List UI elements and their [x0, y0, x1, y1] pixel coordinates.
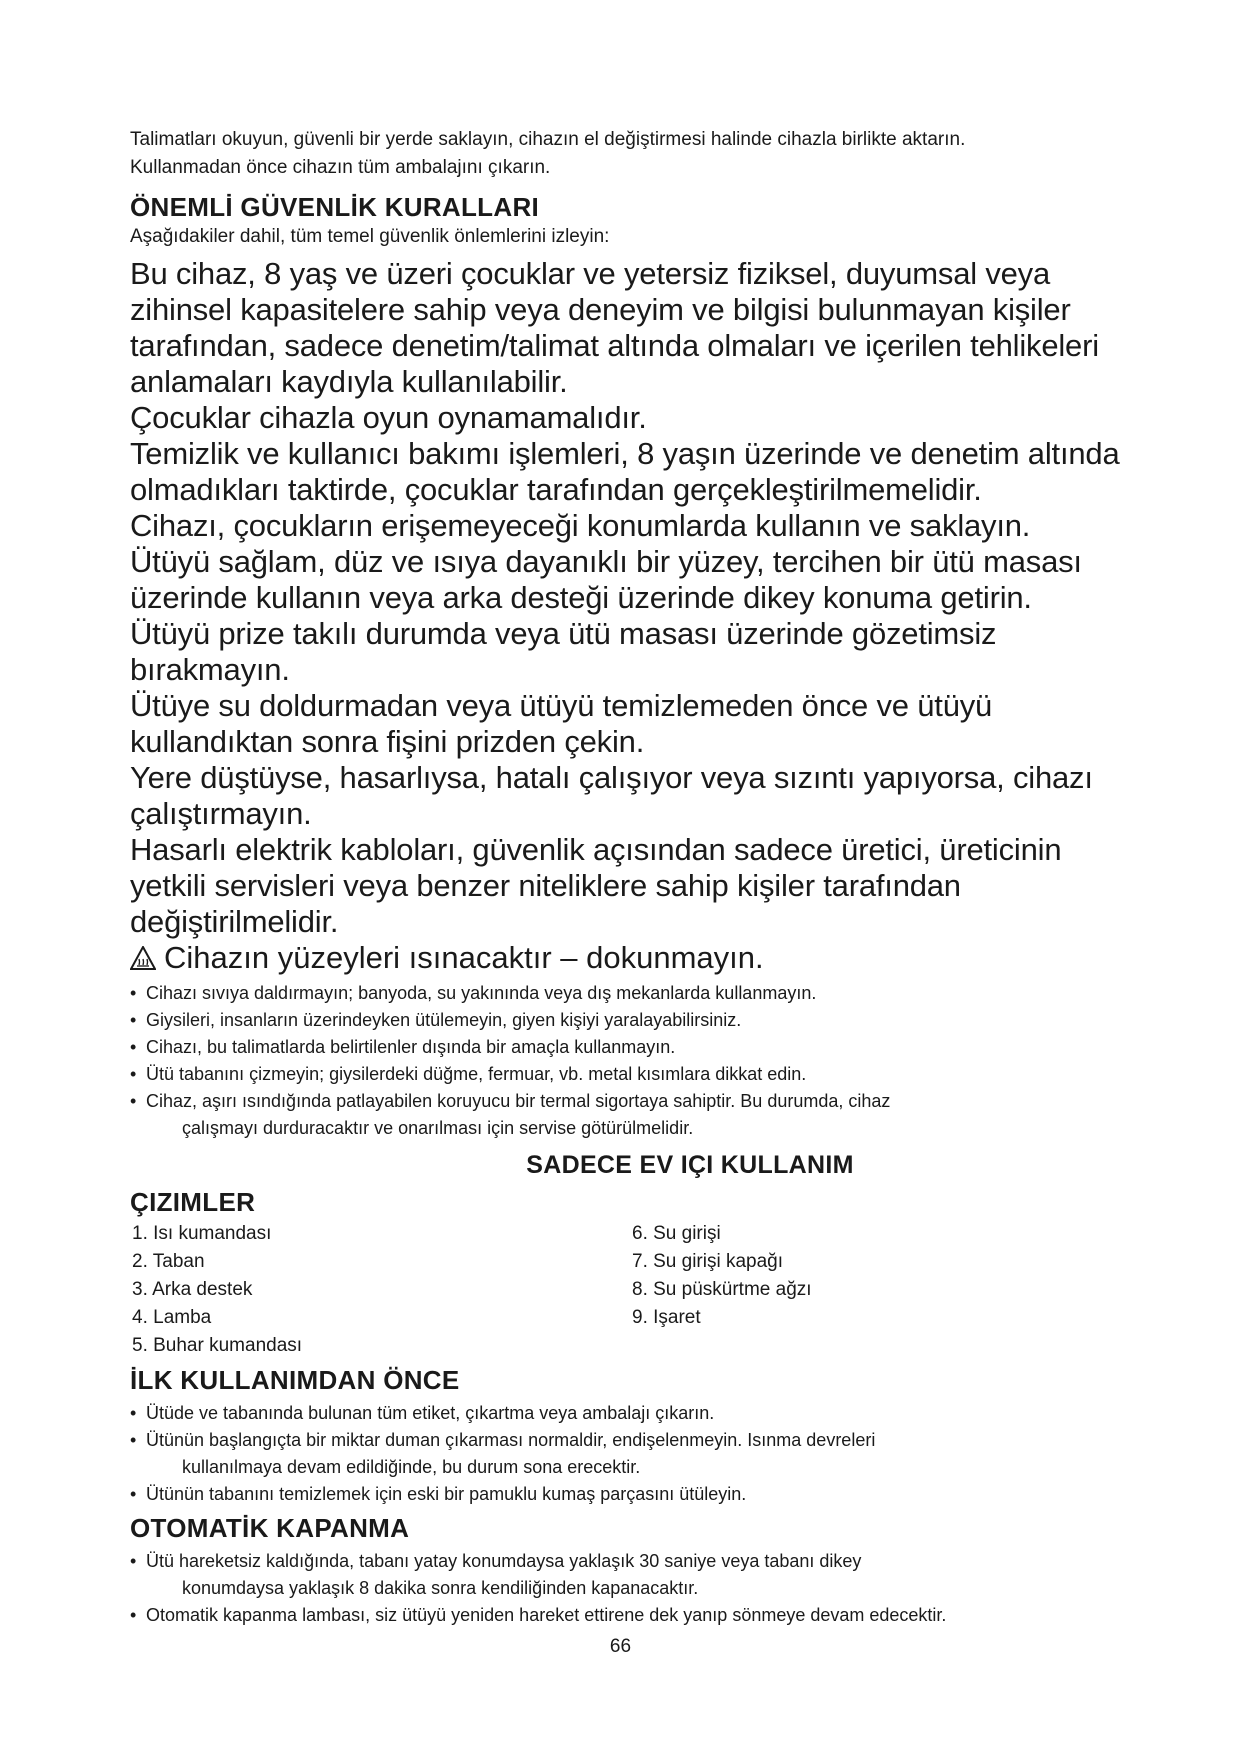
safety-bullet: • Ütü tabanını çizmeyin; giysilerdeki düğme, fermuar, vb. metal kısımlara dikkat edin.: [130, 1061, 1130, 1088]
drawings-list: [130, 1220, 1130, 1360]
drawings-column-left: [130, 1220, 630, 1360]
drawing-item: 5. Buhar kumandası: [132, 1335, 303, 1356]
drawing-item: 7. Su girişi kapağı: [632, 1251, 784, 1272]
first-use-bullet: • Ütünün tabanını temizlemek için eski bir pamuklu kumaş parçasını ütüleyin.: [130, 1481, 1130, 1508]
safety-rule: Temizlik ve kullanıcı bakımı işlemleri, 8 yaşın üzerinde ve denetim altında olmadıkları taktirde, çocuklar tarafından gerçekleştirilmemelidir.: [130, 436, 1120, 507]
safety-title: ÖNEMLİ GÜVENLİK KURALLARI: [130, 192, 540, 222]
safety-rule: Ütüyü prize takılı durumda veya ütü masası üzerinde gözetimsiz bırakmayın.: [130, 616, 997, 687]
fuse-bullet-line: çalışmayı durduracaktır ve onarılması için servise götürülmelidir.: [182, 1118, 694, 1138]
warning-text: Cihazın yüzeyleri ısınacaktır – dokunmayın.: [164, 940, 764, 975]
safety-rule: Çocuklar cihazla oyun oynamamalıdır.: [130, 400, 647, 435]
page-number: 66: [609, 1636, 632, 1657]
safety-subtitle: Aşağıdakiler dahil, tüm temel güvenlik önlemlerini izleyin:: [130, 226, 610, 247]
first-use-bullet-line: kullanılmaya devam edildiğinde, bu durum sona erecektir.: [182, 1457, 641, 1477]
first-use-bullets: [130, 1400, 1130, 1508]
page-content: [130, 126, 1130, 1629]
safety-rule: Bu cihaz, 8 yaş ve üzeri çocuklar ve yetersiz fiziksel, duyumsal veya zihinsel kapasitelere sahip veya deneyim ve bilgisi bulunmayan kişiler tarafından, sadece denetim/talimat altında olmaları ve içerilen tehlikeleri anlamaları kaydıyla kullanılabilir.: [130, 256, 1099, 399]
fuse-bullet-line: Cihaz, aşırı ısındığında patlayabilen koruyucu bir termal sigortaya sahiptir. Bu durumda, cihaz: [146, 1091, 891, 1111]
drawing-item: 4. Lamba: [132, 1307, 212, 1328]
auto-off-bullet: [130, 1548, 1130, 1602]
home-use-heading: SADECE EV IÇI KULLANIM: [526, 1151, 854, 1179]
drawing-item: 2. Taban: [132, 1251, 205, 1272]
safety-rule: Yere düştüyse, hasarlıysa, hatalı çalışıyor veya sızıntı yapıyorsa, cihazı çalıştırmayın.: [130, 760, 1093, 831]
first-use-bullet: [130, 1427, 1130, 1481]
auto-off-bullet-line: konumdaysa yaklaşık 8 dakika sonra kendiliğinden kapanacaktır.: [182, 1578, 699, 1598]
drawing-item: 8. Su püskürtme ağzı: [632, 1279, 812, 1300]
auto-off-bullet: • Otomatik kapanma lambası, siz ütüyü yeniden hareket ettirene dek yanıp sönmeye devam edecektir.: [130, 1602, 1130, 1629]
intro-line: Talimatları okuyun, güvenli bir yerde saklayın, cihazın el değiştirmesi halinde cihazla birlikte aktarın.: [130, 129, 966, 150]
auto-off-bullets: [130, 1548, 1130, 1629]
first-use-title: İLK KULLANIMDAN ÖNCE: [130, 1365, 460, 1395]
auto-off-title: OTOMATİK KAPANMA: [130, 1513, 410, 1543]
drawing-item: 6. Su girişi: [632, 1223, 721, 1244]
hot-surface-warning-icon: [130, 946, 156, 970]
safety-bullet: [130, 1088, 1130, 1142]
safety-bullet: • Cihazı sıvıya daldırmayın; banyoda, su yakınında veya dış mekanlarda kullanmayın.: [130, 980, 1130, 1007]
safety-rule: Hasarlı elektrik kabloları, güvenlik açısından sadece üretici, üreticinin yetkili servisleri veya benzer niteliklere sahip kişiler tarafından değiştirilmelidir.: [130, 832, 1062, 939]
drawing-item: 3. Arka destek: [132, 1279, 253, 1300]
safety-bullet: • Giysileri, insanların üzerindeyken ütülemeyin, giyen kişiyi yaralayabilirsiniz.: [130, 1007, 1130, 1034]
safety-rule: Ütüye su doldurmadan veya ütüyü temizlemeden önce ve ütüyü kullandıktan sonra fişini prizden çekin.: [130, 688, 993, 759]
safety-rules: [130, 256, 1130, 940]
first-use-bullet-line: Ütünün başlangıçta bir miktar duman çıkarması normaldir, endişelenmeyin. Isınma devreleri: [146, 1430, 876, 1450]
drawings-title: ÇIZIMLER: [130, 1187, 256, 1217]
auto-off-bullet-line: Ütü hareketsiz kaldığında, tabanı yatay konumdaysa yaklaşık 30 saniye veya tabanı dikey: [146, 1551, 862, 1571]
drawing-item: 9. Işaret: [632, 1307, 701, 1328]
safety-rule: Ütüyü sağlam, düz ve ısıya dayanıklı bir yüzey, tercihen bir ütü masası üzerinde kullanın veya arka desteği üzerinde dikey konuma getirin.: [130, 544, 1082, 615]
safety-rule: Cihazı, çocukların erişemeyeceği konumlarda kullanın ve saklayın.: [130, 508, 1031, 543]
safety-bullet: • Cihazı, bu talimatlarda belirtilenler dışında bir amaçla kullanmayın.: [130, 1034, 1130, 1061]
first-use-bullet: • Ütüde ve tabanında bulunan tüm etiket, çıkartma veya ambalajı çıkarın.: [130, 1400, 1130, 1427]
drawing-item: 1. Isı kumandası: [132, 1223, 272, 1244]
intro-line: Kullanmadan önce cihazın tüm ambalajını çıkarın.: [130, 157, 551, 178]
hot-surface-warning: [130, 940, 1130, 976]
drawings-column-right: [630, 1220, 1130, 1360]
safety-bullets: [130, 980, 1130, 1142]
